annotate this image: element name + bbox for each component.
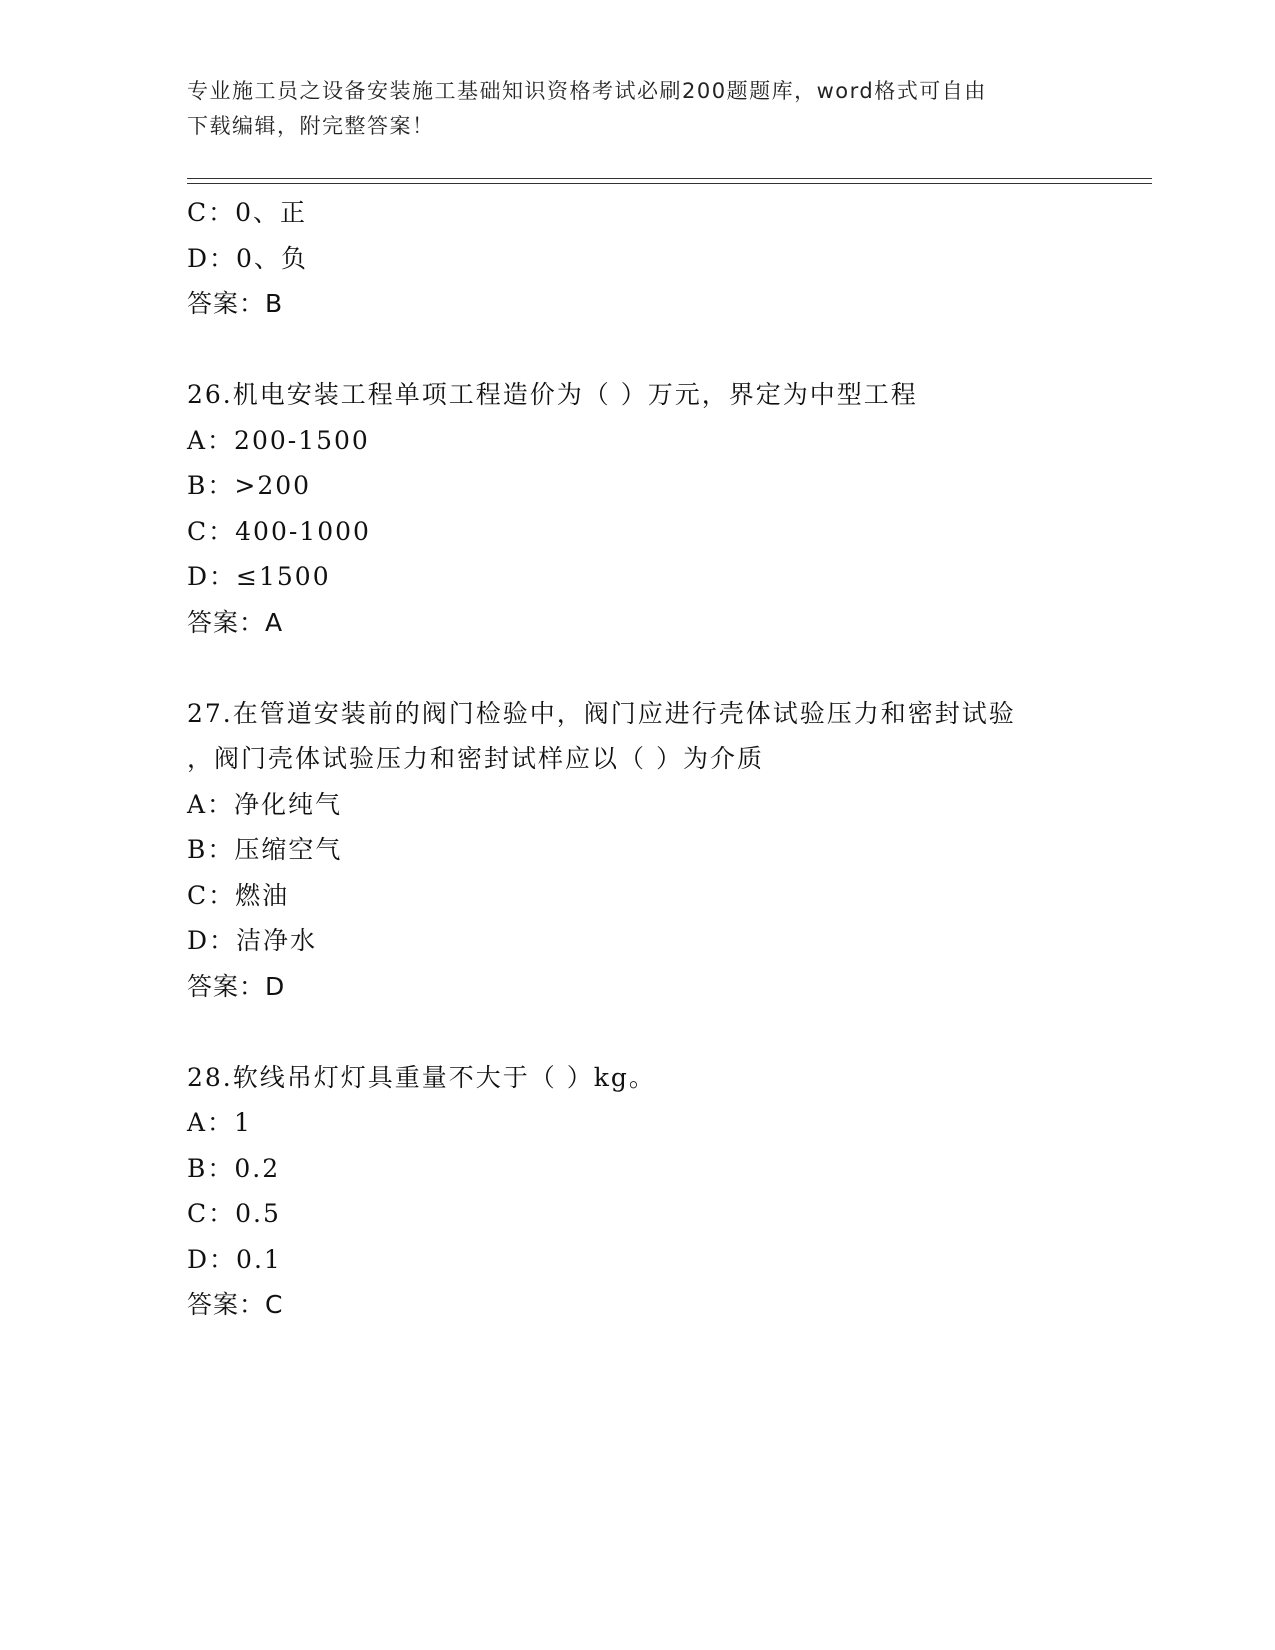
option-a: A：净化纯气 xyxy=(187,789,343,819)
option-b: B：压缩空气 xyxy=(187,835,343,864)
question-stem-line-1: 27.在管道安装前的阀门检验中，阀门应进行壳体试验压力和密封试验 xyxy=(187,698,1016,728)
answer-line: 答案：A xyxy=(187,607,284,637)
spacer xyxy=(187,327,1107,373)
option-b: B：0.2 xyxy=(187,1153,281,1183)
option-d: D：≤1500 xyxy=(187,562,331,591)
document-header xyxy=(187,74,1087,144)
question-25-tail xyxy=(187,190,1107,327)
spacer xyxy=(187,645,1107,691)
question-list xyxy=(187,190,1107,1328)
spacer xyxy=(187,1009,1107,1055)
header-divider-bottom xyxy=(187,183,1152,184)
header-title-line-2: 下载编辑，附完整答案！ xyxy=(187,114,435,138)
option-c: C：0.5 xyxy=(187,1199,281,1228)
option-b: B：>200 xyxy=(187,471,312,500)
question-28 xyxy=(187,1055,1107,1328)
option-d: D：0、负 xyxy=(187,243,308,273)
question-stem: 28.软线吊灯灯具重量不大于（ ）kg。 xyxy=(187,1062,656,1092)
header-title-line-1: 专业施工员之设备安装施工基础知识资格考试必刷200题题库，word格式可自由 xyxy=(187,79,987,103)
answer-line: 答案：B xyxy=(187,289,284,318)
question-26 xyxy=(187,372,1107,645)
question-stem: 26.机电安装工程单项工程造价为（ ）万元，界定为中型工程 xyxy=(187,380,918,409)
option-c: C：0、正 xyxy=(187,198,308,227)
option-d: D：0.1 xyxy=(187,1244,282,1274)
option-c: C：燃油 xyxy=(187,880,290,910)
option-d: D：洁净水 xyxy=(187,926,318,955)
header-divider-top xyxy=(187,178,1152,179)
answer-line: 答案：C xyxy=(187,1290,284,1319)
option-a: A：1 xyxy=(187,1108,252,1137)
answer-line: 答案：D xyxy=(187,971,286,1001)
question-27 xyxy=(187,691,1107,1010)
question-stem-line-2: ，阀门壳体试验压力和密封试样应以（ ）为介质 xyxy=(187,744,764,773)
option-a: A：200-1500 xyxy=(187,425,370,455)
option-c: C：400-1000 xyxy=(187,516,371,546)
